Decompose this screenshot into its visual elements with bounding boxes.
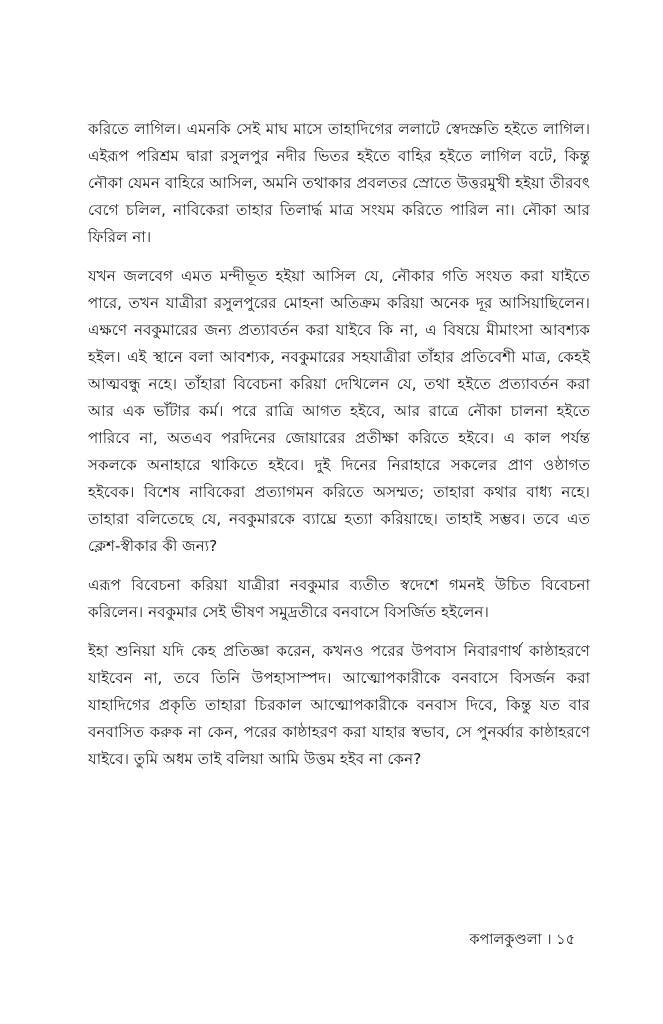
body-text [88,116,590,785]
paragraph-3: এরূপ বিবেচনা করিয়া যাত্রীরা নবকুমার ব্যতীত স্বদেশে গমনই উচিত বিবেচনা করিলেন। নবকুমার সেই ভীষণ সমুদ্রতীরে বনবাসে বিসর্জিত হইলেন। [88,576,590,621]
running-title: কপালকুণ্ডলা [469,932,542,948]
page-footer [469,929,575,951]
paragraph-2: যখন জলবেগ এমত মন্দীভূত হইয়া আসিল যে, নৌকার গতি সংযত করা যাইতে পারে, তখন যাত্রীরা রসুলপুরের মোহনা অতিক্রম করিয়া অনেক দূর আসিয়াছিলেন। এক্ষণে নবকুমারের জন্য প্রত্যাবর্তন করা যাইবে কি না, এ বিষয়ে মীমাংসা আবশ্যক হইল। এই স্থানে বলা আবশ্যক, নবকুমারের সহযাত্রীরা তাঁহার প্রতিবেশী মাত্র, কেহই আত্মবন্ধু নহে। তাঁহারা বিবেচনা করিয়া দেখিলেন যে, তথা হইতে প্রত্যাবর্তন করা আর এক ভাঁটার কর্ম। পরে রাত্রি আগত হইবে, আর রাত্রে নৌকা চালনা হইতে পারিবে না, অতএব পরদিনের জোয়ারের প্রতীক্ষা করিতে হইবে। এ কাল পর্যন্ত সকলকে অনাহারে থাকিতে হইবে। দুই দিনের নিরাহারে সকলের প্রাণ ওষ্ঠাগত হইবেক। বিশেষ নাবিকেরা প্রত্যাগমন করিতে অসম্মত; তাহারা কথার বাধ্য নহে। তাহারা বলিতেছে যে, নবকুমারকে ব্যাঘ্রে হত্যা করিয়াছে। তাহাই সম্ভব। তবে এত ক্লেশ-স্বীকার কী জন্য? [88,267,590,555]
paragraph-4: ইহা শুনিয়া যদি কেহ প্রতিজ্ঞা করেন, কখনও পরের উপবাস নিবারণার্থ কাষ্ঠাহরণে যাইবেন না, তবে তিনি উপহাসাস্পদ। আত্মোপকারীকে বনবাসে বিসর্জন করা যাহাদিগের প্রকৃতি তাহারা চিরকাল আত্মোপকারীকে বনবাস দিবে, কিন্তু যত বার বনবাসিত করুক না কেন, পরের কাষ্ঠাহরণ করা যাহার স্বভাব, সে পুনর্ব্বার কাষ্ঠাহরণে যাইবে। তুমি অধম তাই বলিয়া আমি উত্তম হইব না কেন? [88,642,590,768]
footer-separator: । [546,932,552,948]
page-number: ১৫ [556,932,575,948]
paragraph-1: করিতে লাগিল। এমনকি সেই মাঘ মাসে তাহাদিগের ললাটে স্বেদস্রুতি হইতে লাগিল। এইরূপ পরিশ্রম দ্বারা রসুলপুর নদীর ভিতর হইতে বাহির হইতে লাগিল বটে, কিন্তু নৌকা যেমন বাহিরে আসিল, অমনি তথাকার প্রবলতর স্রোতে উত্তরমুখী হইয়া তীরবৎ বেগে চলিল, নাবিকেরা তাহার তিলার্দ্ধ মাত্র সংযম করিতে পারিল না। নৌকা আর ফিরিল না। [88,120,590,246]
